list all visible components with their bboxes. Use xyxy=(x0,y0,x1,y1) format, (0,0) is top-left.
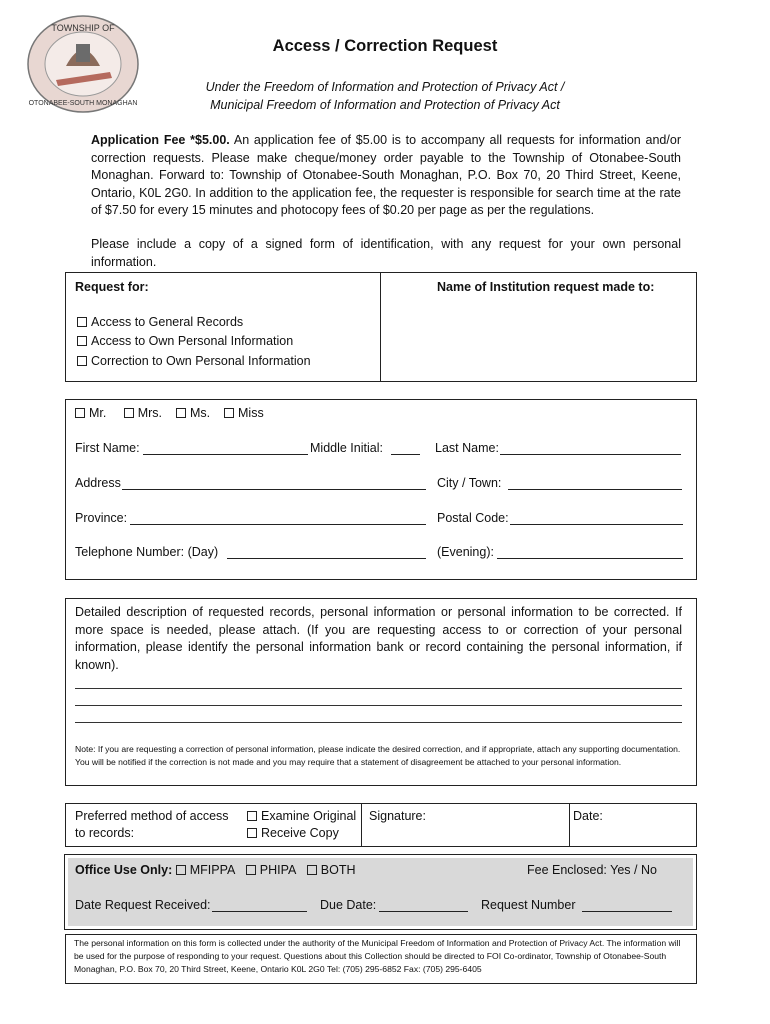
telephone-day-label: Telephone Number: (Day) xyxy=(75,545,219,559)
checkbox-mfippa[interactable] xyxy=(176,865,186,875)
request-for-label: Request for: xyxy=(75,280,149,294)
description-text: Detailed description of requested records, personal information or personal information to be corrected. If more space is needed, please attach. (If you are requesting access to or correction of your personal information, please identify the personal information bank or record containing the personal information, if known). xyxy=(75,605,682,672)
first-name-label: First Name: xyxy=(75,441,140,455)
description-line-2[interactable] xyxy=(75,705,682,706)
province-label: Province: xyxy=(75,511,128,525)
checkbox-phipa[interactable] xyxy=(246,865,256,875)
checkbox-ms[interactable] xyxy=(176,408,186,418)
title-mr: Mr. xyxy=(89,406,107,420)
checkbox-general-records[interactable] xyxy=(77,317,87,327)
checkbox-mr[interactable] xyxy=(75,408,85,418)
checkbox-examine-original[interactable] xyxy=(247,811,257,821)
logo-bottom-text: OTONABEE-SOUTH MONAGHAN xyxy=(28,100,138,107)
middle-initial-label: Middle Initial: xyxy=(310,441,383,455)
telephone-evening-field[interactable] xyxy=(497,547,683,559)
office-use-label: Office Use Only: xyxy=(75,863,173,877)
city-label: City / Town: xyxy=(437,476,502,490)
subtitle-line2: Municipal Freedom of Information and Protection of Privacy Act xyxy=(210,98,560,112)
signature-label: Signature: xyxy=(369,809,426,823)
access-method-label-1: Preferred method of access xyxy=(75,809,229,823)
date-label: Date: xyxy=(573,809,603,823)
option-receive-copy[interactable]: Receive Copy xyxy=(247,826,339,840)
checkbox-mrs[interactable] xyxy=(124,408,134,418)
telephone-evening-label: (Evening): xyxy=(437,545,494,559)
request-number-field[interactable] xyxy=(582,900,672,912)
due-date-field[interactable] xyxy=(379,900,468,912)
subtitle-line1: Under the Freedom of Information and Protection of Privacy Act / xyxy=(205,80,565,94)
description-line-1[interactable] xyxy=(75,688,682,689)
fee-label: Application Fee *$5.00. xyxy=(91,133,230,147)
title-mrs: Mrs. xyxy=(137,406,163,420)
province-field[interactable] xyxy=(130,513,426,525)
both-label: BOTH xyxy=(320,863,356,877)
description-line-3[interactable] xyxy=(75,722,682,723)
fee-paragraph xyxy=(91,132,681,220)
title-ms: Ms. xyxy=(189,406,211,420)
office-use-row xyxy=(75,863,356,877)
option-examine-original[interactable]: Examine Original xyxy=(247,809,356,823)
request-number-label: Request Number xyxy=(481,898,576,912)
correction-note: Note: If you are requesting a correction of personal information, please indicate the desired correction, and if appropriate, attach any supporting documentation. You will be notified if the correction is not made and you may require that a statement of disagreement be attached to your personal information. xyxy=(75,744,681,767)
logo-top-text: TOWNSHIP OF xyxy=(51,23,115,33)
checkbox-correction[interactable] xyxy=(77,356,87,366)
checkbox-receive-copy[interactable] xyxy=(247,828,257,838)
checkbox-miss[interactable] xyxy=(224,408,234,418)
last-name-label: Last Name: xyxy=(435,441,499,455)
privacy-footer: The personal information on this form is collected under the authority of the Municipal Freedom of Information and Protection of Privacy Act. The information will be used for the purpose of responding to your request. Questions about this Collection should be directed to FOI Co-ordinator, Township of Otonabee-South Monaghan, P.O. Box 70, 20 Third Street, Keene, Ontario K0L 2G0 Tel: (705) 295-6852 Fax: (705) 295-6405 xyxy=(74,938,681,974)
address-field[interactable] xyxy=(122,478,426,490)
date-received-field[interactable] xyxy=(212,900,307,912)
option-correction[interactable]: Correction to Own Personal Information xyxy=(77,354,311,368)
postal-code-label: Postal Code: xyxy=(437,511,509,525)
telephone-day-field[interactable] xyxy=(227,547,426,559)
method-divider-2 xyxy=(569,803,570,847)
last-name-field[interactable] xyxy=(500,443,681,455)
checkbox-both[interactable] xyxy=(307,865,317,875)
address-label: Address xyxy=(75,476,121,490)
option-general-records[interactable]: Access to General Records xyxy=(77,315,243,329)
checkbox-own-personal-info[interactable] xyxy=(77,336,87,346)
title-miss: Miss xyxy=(238,406,264,420)
city-field[interactable] xyxy=(508,478,682,490)
option-own-personal-info[interactable]: Access to Own Personal Information xyxy=(77,334,293,348)
first-name-field[interactable] xyxy=(143,443,308,455)
mfippa-label: MFIPPA xyxy=(189,863,236,877)
postal-code-field[interactable] xyxy=(510,513,683,525)
phipa-label: PHIPA xyxy=(259,863,297,877)
fee-enclosed: Fee Enclosed: Yes / No xyxy=(527,863,657,877)
method-divider-1 xyxy=(361,803,362,847)
due-date-label: Due Date: xyxy=(320,898,377,912)
title-options xyxy=(75,406,264,420)
page-title: Access / Correction Request xyxy=(272,37,498,55)
access-method-label-2: to records: xyxy=(75,826,135,840)
id-note: Please include a copy of a signed form of identification, with any request for your own personal information. xyxy=(91,237,681,269)
fee-body: An application fee of $5.00 is to accompany all requests for information and/or correction requests. Please make cheque/money order payable to the Township of Otonabee-South Monaghan. Forward to: Township of Otonabee-South Monaghan, P.O. Box 70, 20 Third Street, Keene, Ontario, K0L 2G0. In addition to the application fee, the requester is responsible for search time at the rate of $7.50 for every 15 minutes and photocopy fees of $0.20 per page as per the regulations. xyxy=(91,133,681,217)
date-received-label: Date Request Received: xyxy=(75,898,211,912)
request-divider xyxy=(380,272,381,382)
institution-label: Name of Institution request made to: xyxy=(437,280,655,294)
middle-initial-field[interactable] xyxy=(391,443,420,455)
